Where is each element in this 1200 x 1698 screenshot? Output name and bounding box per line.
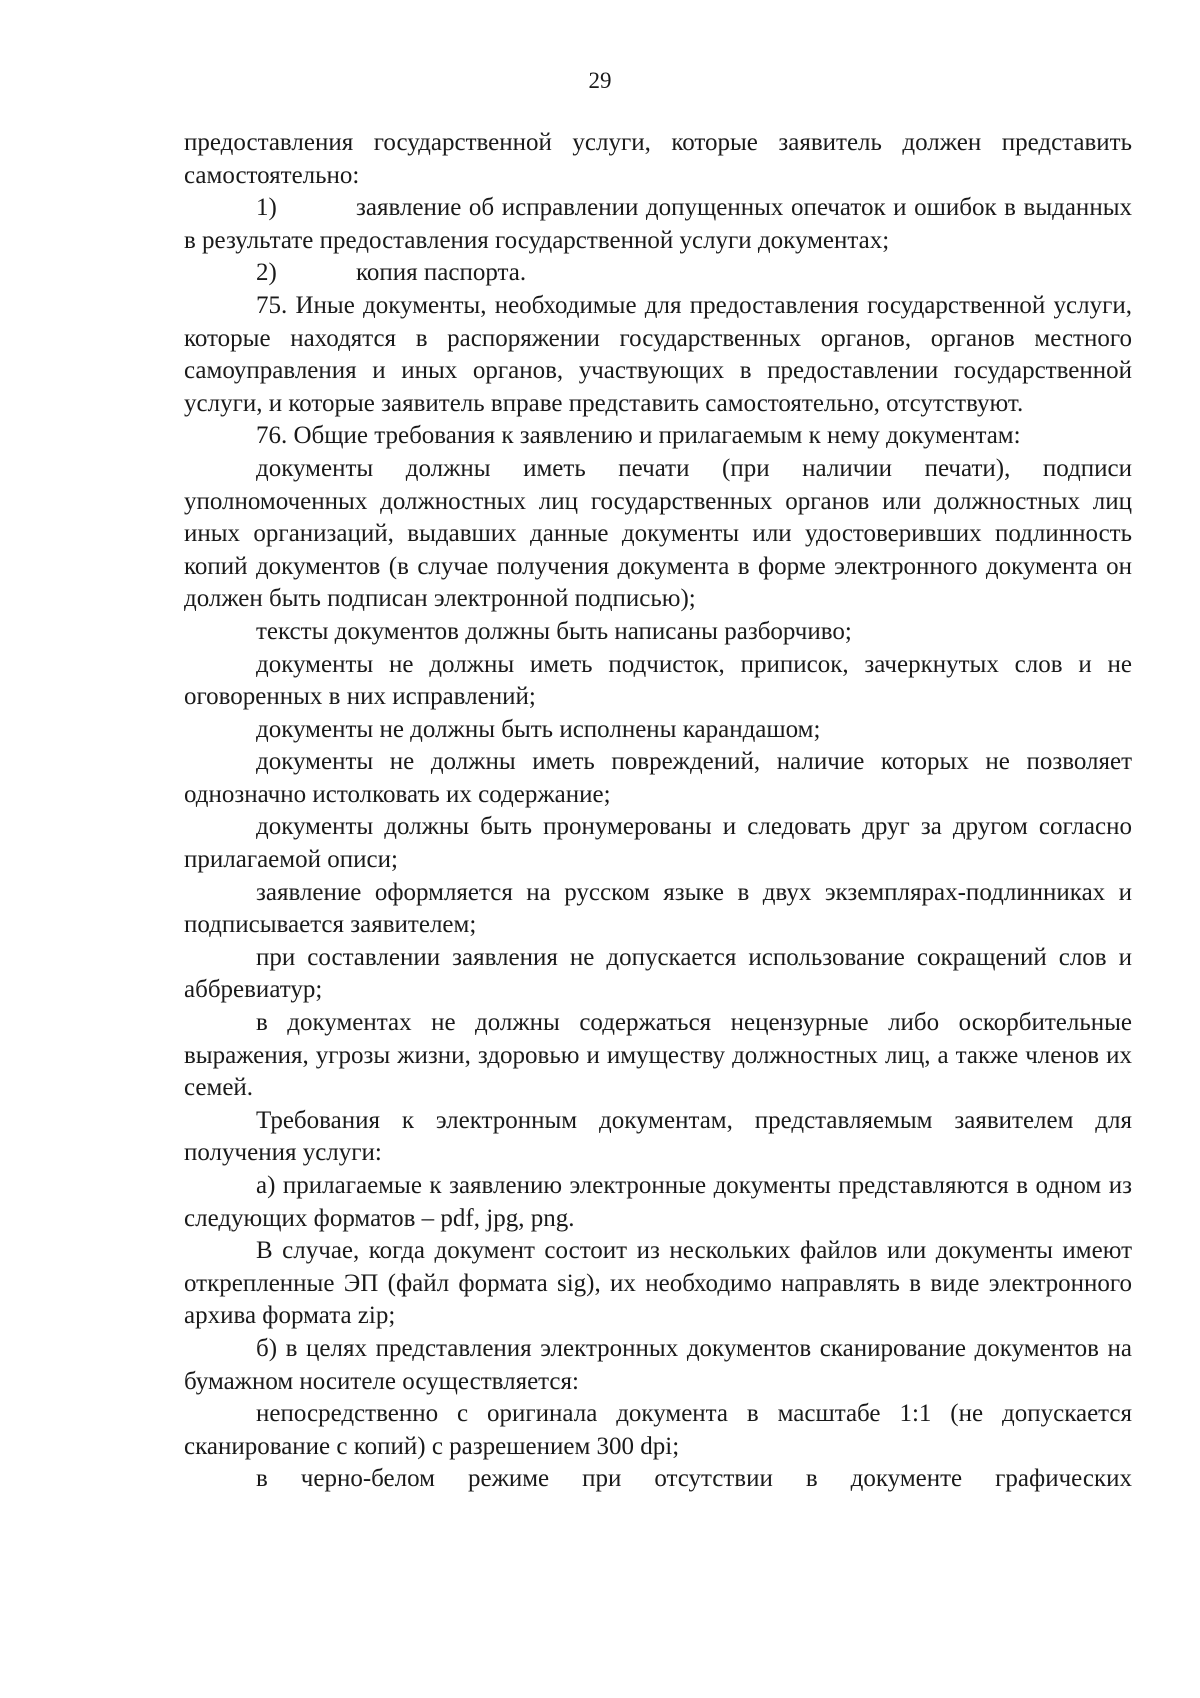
paragraph: предоставления государственной услуги, которые заявитель должен представить самостоятельно: (184, 129, 1132, 189)
list-number: 2) (256, 259, 277, 287)
page-number: 29 (588, 68, 612, 93)
paragraph: документы должны быть пронумерованы и следовать друг за другом согласно прилагаемой описи; (184, 813, 1132, 874)
paragraph: тексты документов должны быть написаны разборчиво; (256, 617, 852, 645)
list-item-text: копия паспорта. (356, 259, 527, 287)
list-number: 1) (256, 194, 277, 222)
list-item-text: заявление об исправлении допущенных опечаток и ошибок в выданных в результате предоставления государственной услуги документах; (184, 194, 1132, 254)
paragraph: документы не должны быть исполнены карандашом; (256, 715, 821, 743)
paragraph: В случае, когда документ состоит из нескольких файлов или документы имеют открепленные ЭП (файл формата sig), их необходимо направлять в виде электронного архива формата zip; (184, 1237, 1132, 1330)
paragraph: непосредственно с оригинала документа в масштабе 1:1 (не допускается сканирование с копий) с разрешением 300 dpi; (184, 1400, 1132, 1460)
list-item (184, 192, 1132, 257)
paragraph: б) в целях представления электронных документов сканирование документов на бумажном носителе осуществляется: (184, 1334, 1132, 1395)
paragraph: документы не должны иметь подчисток, приписок, зачеркнутых слов и не оговоренных в них исправлений; (184, 650, 1132, 711)
paragraph: 76. Общие требования к заявлению и прилагаемым к нему документам: (256, 422, 1021, 450)
paragraph: документы должны иметь печати (при наличии печати), подписи уполномоченных должностных лиц государственных органов или должностных лиц иных организаций, выдавших данные документы или удостоверивших подлинность копий документов (в случае получения документа в форме электронного документа он должен быть подписан электронной подписью); (184, 454, 1132, 613)
paragraph: при составлении заявления не допускается использование сокращений слов и аббревиатур; (184, 943, 1132, 1004)
paragraph: в черно-белом режиме при отсутствии в документе графических (256, 1465, 1132, 1493)
document-body (184, 127, 1132, 1496)
paragraph: в документах не должны содержаться нецензурные либо оскорбительные выражения, угрозы жизни, здоровью и имуществу должностных лиц, а также членов их семей. (184, 1009, 1132, 1102)
paragraph: а) прилагаемые к заявлению электронные документы представляются в одном из следующих форматов – pdf, jpg, png. (184, 1172, 1132, 1232)
list-item (184, 257, 1132, 290)
paragraph: 75. Иные документы, необходимые для предоставления государственной услуги, которые находятся в распоряжении государственных органов, органов местного самоуправления и иных органов, участвующих в предоставлении государственной услуги, и которые заявитель вправе представить самостоятельно, отсутствуют. (184, 291, 1132, 417)
paragraph: заявление оформляется на русском языке в двух экземплярах-подлинниках и подписывается заявителем; (184, 878, 1132, 939)
paragraph: Требования к электронным документам, представляемым заявителем для получения услуги: (184, 1106, 1132, 1167)
paragraph: документы не должны иметь повреждений, наличие которых не позволяет однозначно истолковать их содержание; (184, 748, 1132, 808)
